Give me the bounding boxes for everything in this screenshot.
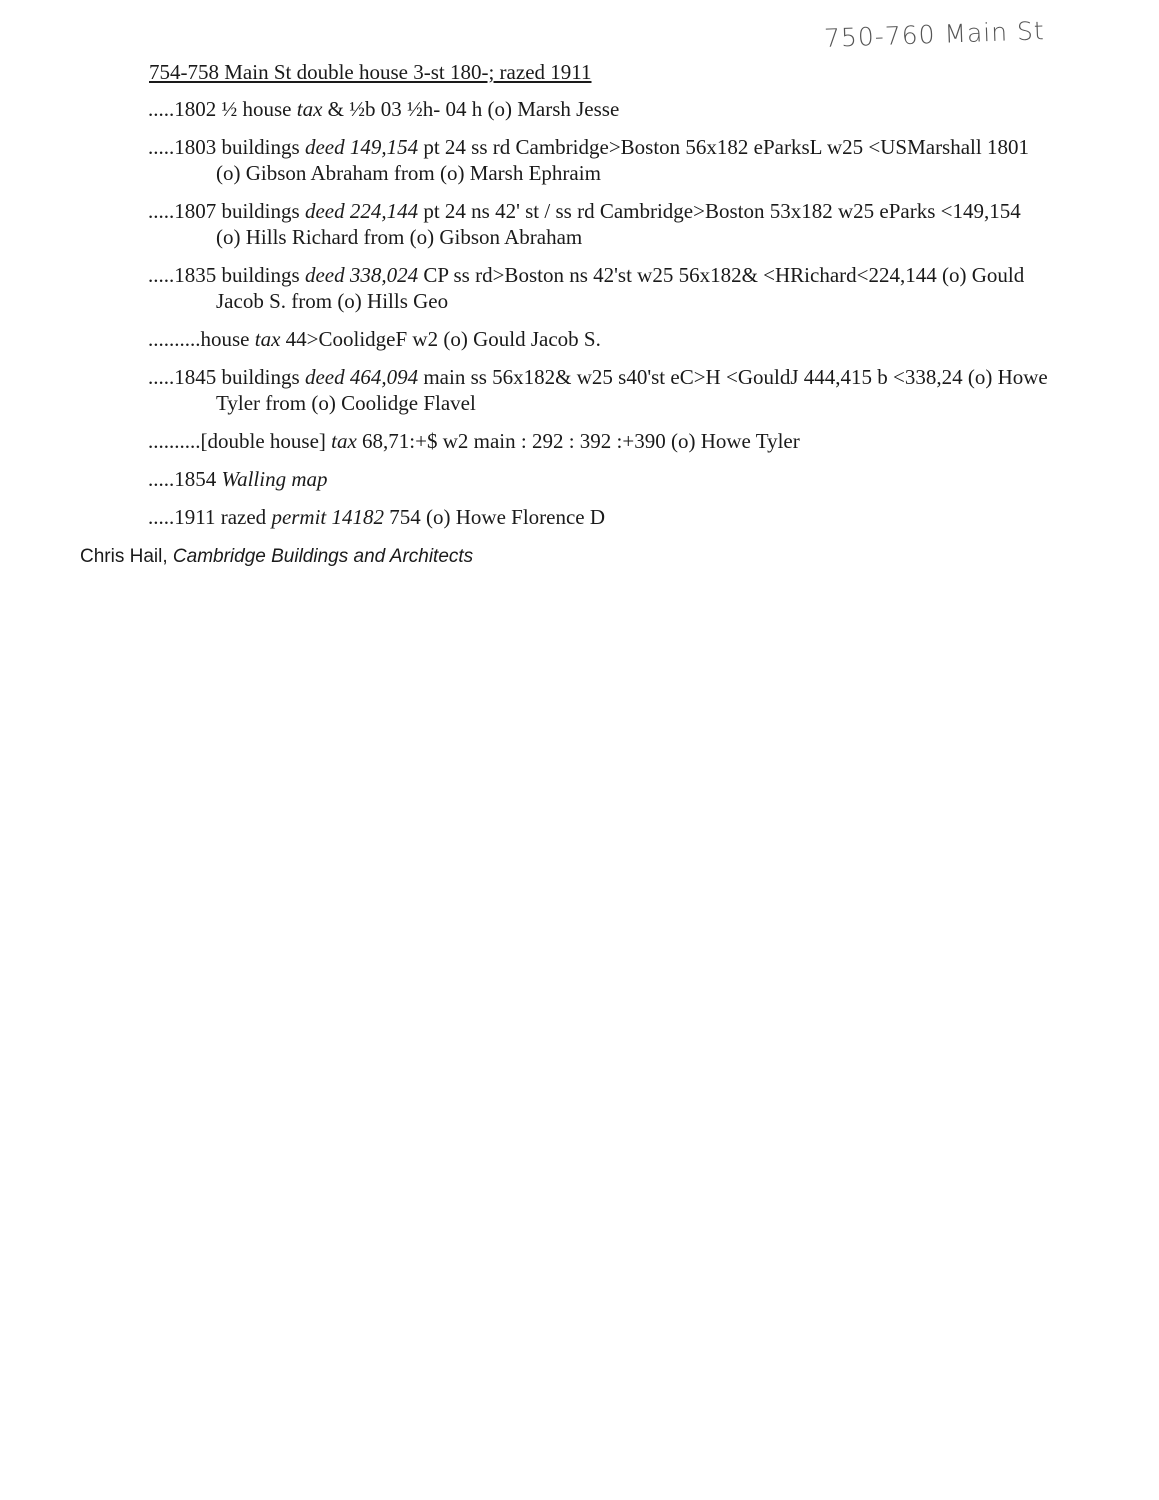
entry-list: [148, 96, 1048, 542]
entry-1854: .....1854 Walling map: [148, 467, 328, 491]
source-credit: [80, 546, 473, 568]
entry-1911: .....1911 razed permit 14182 754 (o) Howe Florence D: [148, 505, 606, 529]
handwritten-address-note: 750-760 Main St: [823, 16, 1046, 53]
document-title: 754-758 Main St double house 3-st 180-; razed 1911: [149, 60, 592, 84]
entry-1802: .....1802 ½ house tax & ½b 03 ½h- 04 h (o) Marsh Jesse: [148, 97, 620, 121]
credit-work: Cambridge Buildings and Architects: [172, 546, 474, 567]
entry-1845: .....1845 buildings deed 464,094 main ss 56x182& w25 s40'st eC>H <GouldJ 444,415 b <338,24 (o) Howe Tyler from (o) Coolidge Flavel: [148, 365, 1048, 415]
entry-1807: .....1807 buildings deed 224,144 pt 24 ns 42' st / ss rd Cambridge>Boston 53x182 w25 eParks <149,154 (o) Hills Richard from (o) Gibson Abraham: [148, 199, 1021, 249]
entry-1803: .....1803 buildings deed 149,154 pt 24 ss rd Cambridge>Boston 56x182 eParksL w25 <USMarshall 1801 (o) Gibson Abraham from (o) Marsh Ephraim: [148, 135, 1029, 185]
entry-house-tax: ..........house tax 44>CoolidgeF w2 (o) Gould Jacob S.: [148, 327, 601, 351]
entry-double-house-tax: ..........[double house] tax 68,71:+$ w2 main : 292 : 392 :+390 (o) Howe Tyler: [148, 429, 800, 453]
credit-author: Chris Hail,: [80, 546, 173, 567]
entry-1835: .....1835 buildings deed 338,024 CP ss rd>Boston ns 42'st w25 56x182& <HRichard<224,144 (o) Gould Jacob S. from (o) Hills Geo: [148, 263, 1025, 313]
